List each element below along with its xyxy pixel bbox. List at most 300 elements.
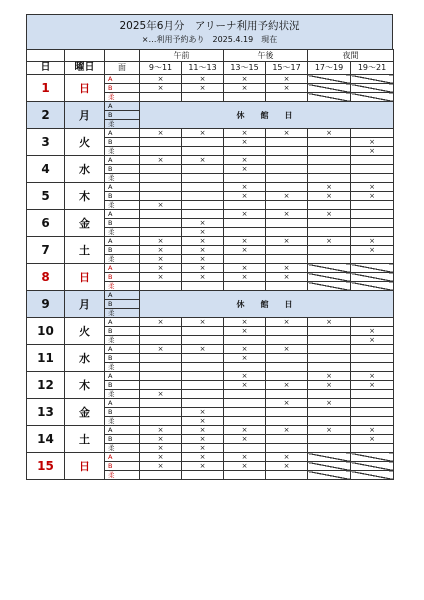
reserved-cell: × — [140, 84, 182, 93]
reserved-cell: × — [224, 345, 266, 354]
weekday-label: 土 — [65, 426, 105, 453]
title-box — [26, 14, 393, 49]
facility-label: B — [105, 354, 140, 363]
facility-label: A — [105, 237, 140, 246]
closed-day-label: 休 館 日 — [140, 291, 394, 318]
open-cell — [308, 390, 351, 399]
open-cell — [308, 138, 351, 147]
header-day: 日 — [27, 62, 65, 75]
open-cell — [351, 165, 394, 174]
reserved-cell: × — [140, 246, 182, 255]
day-number: 15 — [27, 453, 65, 480]
reserved-cell: × — [266, 264, 308, 273]
table-row — [27, 291, 394, 300]
open-cell — [266, 444, 308, 453]
facility-label: A — [105, 399, 140, 408]
weekday-label: 月 — [65, 291, 105, 318]
open-cell — [224, 444, 266, 453]
open-cell — [266, 201, 308, 210]
facility-label: A — [105, 453, 140, 462]
reserved-cell: × — [182, 345, 224, 354]
open-cell — [351, 156, 394, 165]
open-cell — [351, 417, 394, 426]
unavailable-cell — [308, 453, 351, 462]
open-cell — [308, 435, 351, 444]
open-cell — [308, 219, 351, 228]
facility-label: B — [105, 327, 140, 336]
reserved-cell: × — [308, 183, 351, 192]
reserved-cell: × — [140, 201, 182, 210]
open-cell — [140, 210, 182, 219]
open-cell — [140, 183, 182, 192]
table-row — [27, 264, 394, 273]
facility-label: 柔 — [105, 363, 140, 372]
open-cell — [140, 165, 182, 174]
open-cell — [140, 399, 182, 408]
header-blank — [27, 50, 65, 62]
reserved-cell: × — [224, 372, 266, 381]
table-row — [27, 399, 394, 408]
unavailable-cell — [308, 282, 351, 291]
weekday-label: 火 — [65, 318, 105, 345]
open-cell — [224, 471, 266, 480]
header-blank-2 — [65, 50, 105, 62]
reserved-cell: × — [140, 255, 182, 264]
reserved-cell: × — [224, 264, 266, 273]
open-cell — [308, 147, 351, 156]
open-cell — [266, 336, 308, 345]
open-cell — [266, 156, 308, 165]
open-cell — [351, 174, 394, 183]
day-number: 9 — [27, 291, 65, 318]
open-cell — [266, 327, 308, 336]
reserved-cell: × — [308, 381, 351, 390]
day-number: 13 — [27, 399, 65, 426]
open-cell — [224, 93, 266, 102]
table-row — [27, 210, 394, 219]
facility-label: 柔 — [105, 174, 140, 183]
facility-label: A — [105, 156, 140, 165]
open-cell — [224, 390, 266, 399]
reserved-cell: × — [182, 444, 224, 453]
day-number: 14 — [27, 426, 65, 453]
header-slot: 17～19 — [308, 62, 351, 75]
facility-label: B — [105, 273, 140, 282]
open-cell — [182, 363, 224, 372]
open-cell — [224, 282, 266, 291]
reserved-cell: × — [140, 444, 182, 453]
open-cell — [266, 390, 308, 399]
reserved-cell: × — [308, 318, 351, 327]
reserved-cell: × — [308, 237, 351, 246]
reservation-table — [26, 49, 394, 480]
table-row — [27, 129, 394, 138]
open-cell — [182, 327, 224, 336]
open-cell — [308, 201, 351, 210]
facility-label: B — [105, 219, 140, 228]
reserved-cell: × — [224, 462, 266, 471]
open-cell — [266, 183, 308, 192]
weekday-label: 日 — [65, 264, 105, 291]
table-row — [27, 372, 394, 381]
reserved-cell: × — [351, 426, 394, 435]
reserved-cell: × — [266, 210, 308, 219]
open-cell — [266, 372, 308, 381]
open-cell — [351, 228, 394, 237]
reserved-cell: × — [266, 84, 308, 93]
reserved-cell: × — [351, 183, 394, 192]
unavailable-cell — [351, 282, 394, 291]
header-slot: 13～15 — [224, 62, 266, 75]
reserved-cell: × — [308, 210, 351, 219]
open-cell — [351, 219, 394, 228]
reserved-cell: × — [224, 318, 266, 327]
unavailable-cell — [308, 93, 351, 102]
open-cell — [182, 381, 224, 390]
facility-label: 柔 — [105, 147, 140, 156]
open-cell — [266, 471, 308, 480]
header-slot: 19～21 — [351, 62, 394, 75]
open-cell — [266, 255, 308, 264]
reserved-cell: × — [266, 192, 308, 201]
open-cell — [308, 174, 351, 183]
facility-label: 柔 — [105, 201, 140, 210]
unavailable-cell — [308, 264, 351, 273]
reserved-cell: × — [224, 237, 266, 246]
facility-label: A — [105, 129, 140, 138]
open-cell — [308, 246, 351, 255]
page-title: 2025年6月分 アリーナ利用予約状況 — [119, 20, 300, 32]
open-cell — [182, 336, 224, 345]
reserved-cell: × — [351, 246, 394, 255]
reserved-cell: × — [140, 129, 182, 138]
facility-label: 柔 — [105, 444, 140, 453]
table-row — [27, 345, 394, 354]
day-number: 12 — [27, 372, 65, 399]
open-cell — [266, 147, 308, 156]
open-cell — [224, 417, 266, 426]
open-cell — [224, 228, 266, 237]
page-subtitle: ×…利用予約あり 2025.4.19 現在 — [141, 35, 278, 44]
reserved-cell: × — [224, 156, 266, 165]
open-cell — [266, 354, 308, 363]
reserved-cell: × — [182, 219, 224, 228]
header-weekday: 曜日 — [65, 62, 105, 75]
open-cell — [266, 138, 308, 147]
open-cell — [308, 345, 351, 354]
open-cell — [140, 327, 182, 336]
open-cell — [308, 228, 351, 237]
table-row — [27, 183, 394, 192]
open-cell — [266, 228, 308, 237]
open-cell — [308, 444, 351, 453]
open-cell — [140, 417, 182, 426]
header-blank-3 — [105, 50, 140, 62]
open-cell — [182, 354, 224, 363]
open-cell — [266, 219, 308, 228]
reserved-cell: × — [308, 426, 351, 435]
reserved-cell: × — [224, 426, 266, 435]
open-cell — [224, 219, 266, 228]
facility-label: B — [105, 246, 140, 255]
open-cell — [266, 363, 308, 372]
open-cell — [182, 165, 224, 174]
facility-label: A — [105, 372, 140, 381]
weekday-label: 木 — [65, 183, 105, 210]
open-cell — [140, 219, 182, 228]
reserved-cell: × — [266, 273, 308, 282]
open-cell — [308, 327, 351, 336]
unavailable-cell — [351, 273, 394, 282]
unavailable-cell — [351, 453, 394, 462]
reserved-cell: × — [224, 273, 266, 282]
facility-label: 柔 — [105, 471, 140, 480]
reserved-cell: × — [224, 327, 266, 336]
reserved-cell: × — [224, 453, 266, 462]
reserved-cell: × — [308, 372, 351, 381]
facility-label: 柔 — [105, 120, 140, 129]
facility-label: B — [105, 165, 140, 174]
weekday-label: 日 — [65, 453, 105, 480]
open-cell — [182, 471, 224, 480]
reserved-cell: × — [182, 246, 224, 255]
reserved-cell: × — [182, 408, 224, 417]
open-cell — [224, 255, 266, 264]
facility-label: 柔 — [105, 228, 140, 237]
facility-label: B — [105, 111, 140, 120]
table-row — [27, 156, 394, 165]
unavailable-cell — [351, 471, 394, 480]
reserved-cell: × — [140, 462, 182, 471]
reserved-cell: × — [308, 192, 351, 201]
reserved-cell: × — [266, 129, 308, 138]
facility-label: B — [105, 138, 140, 147]
weekday-label: 金 — [65, 210, 105, 237]
day-number: 11 — [27, 345, 65, 372]
day-number: 6 — [27, 210, 65, 237]
unavailable-cell — [308, 273, 351, 282]
open-cell — [351, 210, 394, 219]
reserved-cell: × — [182, 273, 224, 282]
facility-label: A — [105, 264, 140, 273]
open-cell — [266, 417, 308, 426]
weekday-label: 水 — [65, 345, 105, 372]
reserved-cell: × — [266, 75, 308, 84]
weekday-label: 火 — [65, 129, 105, 156]
open-cell — [351, 390, 394, 399]
reserved-cell: × — [351, 237, 394, 246]
reserved-cell: × — [140, 264, 182, 273]
open-cell — [140, 336, 182, 345]
open-cell — [182, 138, 224, 147]
header-period-morning: 午前 — [140, 50, 224, 62]
unavailable-cell — [308, 84, 351, 93]
open-cell — [224, 201, 266, 210]
weekday-label: 木 — [65, 372, 105, 399]
table-row — [27, 75, 394, 84]
weekday-label: 水 — [65, 156, 105, 183]
weekday-label: 月 — [65, 102, 105, 129]
reserved-cell: × — [266, 399, 308, 408]
reserved-cell: × — [182, 417, 224, 426]
reserved-cell: × — [182, 435, 224, 444]
open-cell — [266, 435, 308, 444]
reserved-cell: × — [266, 453, 308, 462]
open-cell — [140, 192, 182, 201]
reserved-cell: × — [182, 129, 224, 138]
open-cell — [351, 399, 394, 408]
open-cell — [351, 345, 394, 354]
unavailable-cell — [351, 75, 394, 84]
open-cell — [224, 147, 266, 156]
open-cell — [308, 354, 351, 363]
reserved-cell: × — [140, 318, 182, 327]
header-facility: 面 — [105, 62, 140, 75]
open-cell — [351, 201, 394, 210]
reserved-cell: × — [224, 381, 266, 390]
open-cell — [140, 372, 182, 381]
reserved-cell: × — [140, 390, 182, 399]
facility-label: B — [105, 192, 140, 201]
open-cell — [140, 147, 182, 156]
facility-label: 柔 — [105, 93, 140, 102]
unavailable-cell — [308, 462, 351, 471]
reserved-cell: × — [140, 426, 182, 435]
open-cell — [182, 282, 224, 291]
open-cell — [266, 93, 308, 102]
reserved-cell: × — [182, 255, 224, 264]
day-number: 1 — [27, 75, 65, 102]
facility-label: A — [105, 318, 140, 327]
facility-label: A — [105, 426, 140, 435]
open-cell — [182, 390, 224, 399]
reserved-cell: × — [224, 435, 266, 444]
facility-label: A — [105, 291, 140, 300]
reserved-cell: × — [351, 138, 394, 147]
facility-label: B — [105, 300, 140, 309]
open-cell — [308, 156, 351, 165]
open-cell — [224, 174, 266, 183]
reserved-cell: × — [308, 129, 351, 138]
reserved-cell: × — [182, 75, 224, 84]
facility-label: A — [105, 102, 140, 111]
open-cell — [351, 363, 394, 372]
facility-label: 柔 — [105, 309, 140, 318]
reserved-cell: × — [266, 345, 308, 354]
reserved-cell: × — [140, 345, 182, 354]
reserved-cell: × — [182, 426, 224, 435]
reserved-cell: × — [266, 237, 308, 246]
open-cell — [351, 129, 394, 138]
open-cell — [308, 363, 351, 372]
reserved-cell: × — [308, 399, 351, 408]
open-cell — [266, 408, 308, 417]
facility-label: B — [105, 84, 140, 93]
open-cell — [140, 174, 182, 183]
reserved-cell: × — [140, 75, 182, 84]
open-cell — [140, 408, 182, 417]
facility-label: B — [105, 435, 140, 444]
facility-label: A — [105, 345, 140, 354]
open-cell — [308, 408, 351, 417]
open-cell — [182, 93, 224, 102]
open-cell — [140, 93, 182, 102]
reserved-cell: × — [224, 246, 266, 255]
reserved-cell: × — [224, 165, 266, 174]
open-cell — [224, 399, 266, 408]
reserved-cell: × — [224, 354, 266, 363]
reserved-cell: × — [182, 318, 224, 327]
table-body — [27, 75, 394, 480]
facility-label: B — [105, 408, 140, 417]
reserved-cell: × — [224, 192, 266, 201]
reserved-cell: × — [266, 462, 308, 471]
day-number: 8 — [27, 264, 65, 291]
reserved-cell: × — [351, 327, 394, 336]
open-cell — [182, 192, 224, 201]
header-slot: 15～17 — [266, 62, 308, 75]
reserved-cell: × — [351, 147, 394, 156]
table-row — [27, 102, 394, 111]
reserved-cell: × — [182, 84, 224, 93]
unavailable-cell — [308, 471, 351, 480]
reserved-cell: × — [140, 273, 182, 282]
open-cell — [308, 417, 351, 426]
closed-day-label: 休 館 日 — [140, 102, 394, 129]
reserved-cell: × — [182, 228, 224, 237]
header-slot: 11～13 — [182, 62, 224, 75]
open-cell — [351, 354, 394, 363]
day-number: 5 — [27, 183, 65, 210]
reserved-cell: × — [224, 75, 266, 84]
reserved-cell: × — [351, 435, 394, 444]
table-row — [27, 426, 394, 435]
reserved-cell: × — [224, 129, 266, 138]
reserved-cell: × — [140, 237, 182, 246]
reserved-cell: × — [182, 453, 224, 462]
reserved-cell: × — [266, 318, 308, 327]
weekday-label: 日 — [65, 75, 105, 102]
reserved-cell: × — [140, 435, 182, 444]
open-cell — [182, 174, 224, 183]
header-slot: 9～11 — [140, 62, 182, 75]
open-cell — [140, 138, 182, 147]
day-number: 2 — [27, 102, 65, 129]
facility-label: B — [105, 381, 140, 390]
facility-label: 柔 — [105, 282, 140, 291]
facility-label: 柔 — [105, 255, 140, 264]
reserved-cell: × — [140, 156, 182, 165]
open-cell — [351, 444, 394, 453]
day-number: 10 — [27, 318, 65, 345]
unavailable-cell — [351, 264, 394, 273]
reserved-cell: × — [351, 381, 394, 390]
weekday-label: 土 — [65, 237, 105, 264]
weekday-label: 金 — [65, 399, 105, 426]
open-cell — [182, 183, 224, 192]
open-cell — [140, 354, 182, 363]
open-cell — [351, 408, 394, 417]
facility-label: A — [105, 75, 140, 84]
table-row — [27, 237, 394, 246]
open-cell — [140, 471, 182, 480]
header-period-afternoon: 午後 — [224, 50, 308, 62]
open-cell — [266, 165, 308, 174]
unavailable-cell — [351, 84, 394, 93]
open-cell — [351, 318, 394, 327]
table-row — [27, 318, 394, 327]
open-cell — [182, 372, 224, 381]
